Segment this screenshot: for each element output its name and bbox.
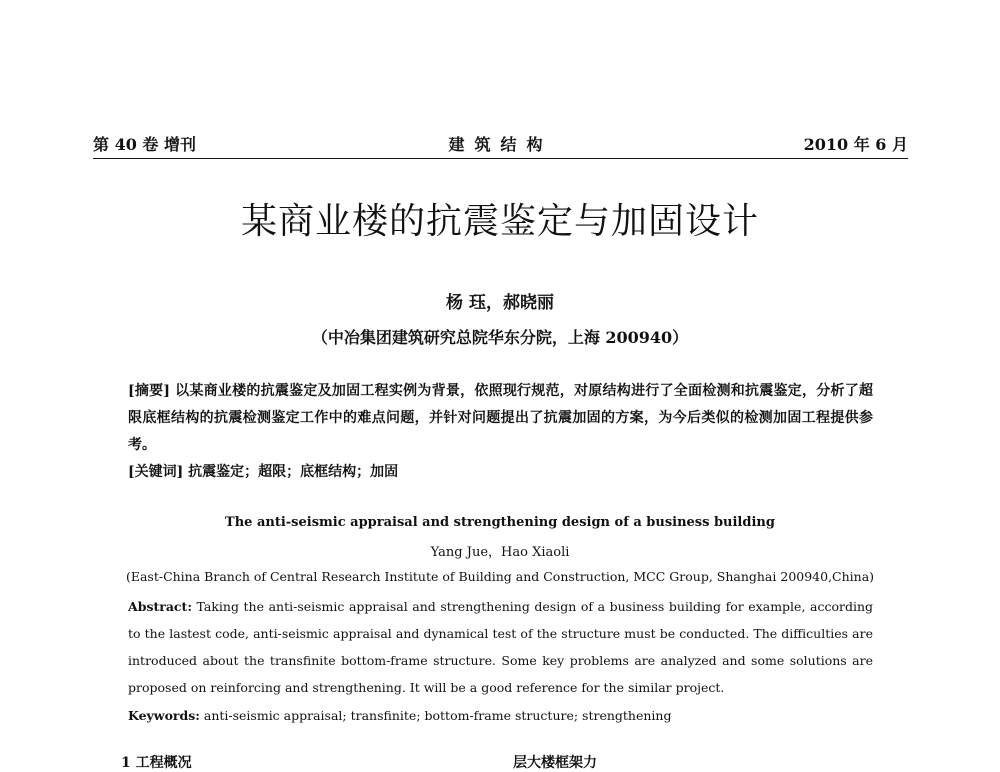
paper-title-en: The anti-seismic appraisal and strengthening design of a business building bbox=[225, 515, 775, 530]
paper-title-cn: 某商业楼的抗震鉴定与加固设计 bbox=[240, 201, 759, 242]
keywords-cn bbox=[128, 459, 873, 486]
section-heading-cut: 1 工程概况 bbox=[121, 755, 192, 771]
keywords-en-label: Keywords: bbox=[128, 708, 200, 723]
keywords-cn-label: [关键词] bbox=[128, 464, 184, 480]
abstract-cn-text: 以某商业楼的抗震鉴定及加固工程实例为背景，依照现行规范，对原结构进行了全面检测和抗震鉴定，分析了超限底框结构的抗震检测鉴定工作中的难点问题，并针对问题提出了抗震加固的方案，为今后类似的检测加固工程提供参考。 bbox=[128, 383, 874, 453]
journal-header bbox=[93, 132, 908, 159]
authors-cn: 杨 珏，郝晓丽 bbox=[446, 293, 554, 313]
volume-issue: 第 40 卷 增刊 bbox=[93, 135, 196, 154]
body-text-cut: 层大楼框架力 bbox=[513, 755, 597, 771]
affiliation-en: (East-China Branch of Central Research Institute of Building and Construction, MCC Group, Shanghai 200940,China) bbox=[125, 569, 875, 584]
keywords-en bbox=[128, 702, 873, 729]
publication-date: 2010 年 6 月 bbox=[803, 135, 908, 154]
cut-off-next-section bbox=[93, 752, 908, 771]
authors-en: Yang Jue，Hao Xiaoli bbox=[430, 545, 570, 560]
affiliation-cn: （中冶集团建筑研究总院华东分院，上海 200940） bbox=[311, 328, 689, 347]
keywords-cn-text: 抗震鉴定；超限；底框结构；加固 bbox=[183, 464, 399, 480]
abstract-en-label: Abstract: bbox=[128, 599, 192, 614]
keywords-en-text: anti-seismic appraisal; transfinite; bottom-frame structure; strengthening bbox=[199, 708, 672, 723]
abstract-cn-label: [摘要] bbox=[128, 383, 170, 399]
abstract-en-text: Taking the anti-seismic appraisal and strengthening design of a business building for example, according to the lastest code, anti-seismic appraisal and dynamical test of the structure must be conducted. The difficulties are introduced about the transfinite bottom-frame structure. Some key problems are analyzed and some solutions are proposed on reinforcing and strengthening. It will be a good reference for the similar project. bbox=[128, 599, 873, 695]
abstract-en bbox=[128, 593, 873, 701]
journal-name: 建筑结构 bbox=[448, 135, 553, 154]
abstract-cn bbox=[128, 378, 873, 459]
